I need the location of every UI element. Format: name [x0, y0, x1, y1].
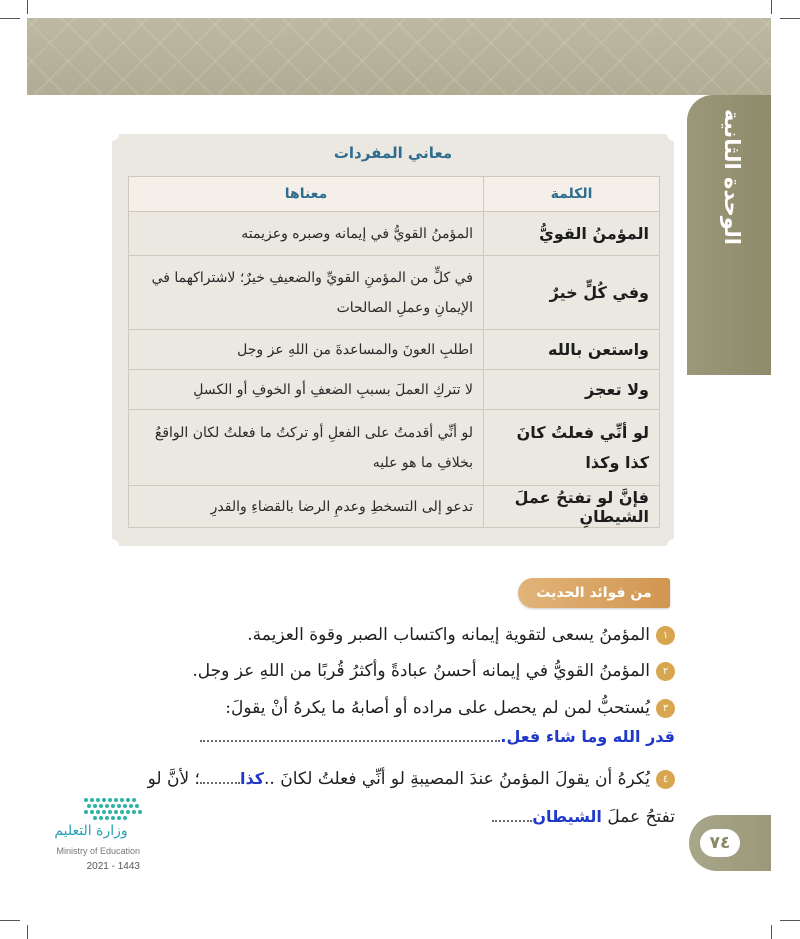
vocab-row	[129, 256, 660, 330]
col-meaning-header: معناها	[129, 177, 484, 212]
dotted-line	[200, 726, 500, 742]
col-word-header: الكلمة	[484, 177, 660, 212]
benefit-item	[192, 661, 675, 681]
dotted-line	[492, 806, 532, 822]
vocab-word: المؤمنُ القويُّ	[484, 212, 660, 256]
number-badge-icon: ٤	[656, 770, 675, 789]
handwritten-answer: كذا	[239, 769, 264, 788]
vocab-row	[129, 486, 660, 528]
number-badge-icon: ١	[656, 626, 675, 645]
vocab-word: واستعن بالله	[484, 330, 660, 370]
vocab-meaning: لو أنِّي أقدمتُ على الفعلِ أو تركتُ ما فعلتُ لكان الواقعُ بخلافِ ما هو عليه	[129, 410, 484, 486]
benefit-text: تفتحُ عملَ	[607, 807, 675, 827]
edition-year: 2021 - 1443	[86, 861, 140, 872]
benefit-text: يُكرهُ أن يقولَ المؤمنُ عندَ المصيبةِ لو أنِّي فعلتُ لكانَ ..	[264, 769, 650, 789]
vocab-header-row	[129, 177, 660, 212]
vocab-row	[129, 370, 660, 410]
handwritten-answer: الشيطان	[532, 807, 602, 826]
benefit-item	[247, 625, 675, 645]
benefit-text: المؤمنُ القويُّ في إيمانه أحسنُ عبادةً وأكثرُ قُربًا من اللهِ عز وجل.	[192, 661, 650, 681]
vocab-meaning: تدعو إلى التسخطِ وعدمِ الرضا بالقضاءِ والقدرِ	[129, 486, 484, 528]
benefit-text: يُستحبُّ لمن لم يحصل على مراده أو أصابهُ ما يكرهُ أنْ يقولَ:	[225, 698, 650, 718]
vocab-word: وفي كُلٍّ خيرٌ	[484, 256, 660, 330]
vocab-meaning: المؤمنُ القويُّ في إيمانه وصبره وعزيمته	[129, 212, 484, 256]
benefit-item-continued	[492, 806, 675, 827]
page-number: ٧٤	[700, 829, 740, 857]
benefits-title: من فوائد الحديث	[518, 578, 670, 608]
dotted-line	[200, 768, 240, 784]
ministry-name-arabic: وزارة التعليم	[54, 823, 128, 839]
vocab-row	[129, 410, 660, 486]
benefit-text: المؤمنُ يسعى لتقوية إيمانه واكتساب الصبر وقوة العزيمة.	[247, 625, 650, 645]
vocab-meaning: في كلٍّ من المؤمنِ القويِّ والضعيفِ خيرٌ؛ لاشتراكهما في الإيمانِ وعملِ الصالحات	[129, 256, 484, 330]
ministry-logo-icon	[82, 796, 148, 822]
vocab-meaning: لا تتركِ العملَ بسببِ الضعفِ أو الخوفِ أو الكسلِ	[129, 370, 484, 410]
answer-line	[200, 726, 675, 747]
unit-label: الوحدة الثانية	[720, 109, 744, 245]
vocab-meaning: اطلبِ العونَ والمساعدةَ من اللهِ عز وجل	[129, 330, 484, 370]
vocab-table	[128, 176, 660, 528]
vocab-row	[129, 330, 660, 370]
vocab-row	[129, 212, 660, 256]
vocab-word: لو أنِّي فعلتُ كانَ كذا وكذا	[484, 410, 660, 486]
benefit-item	[225, 698, 675, 718]
handwritten-answer: قدر الله وما شاء فعل.	[500, 727, 675, 746]
header-banner	[27, 18, 771, 95]
benefit-item	[148, 768, 675, 789]
benefit-text: ؛ لأنَّ لو	[147, 769, 200, 789]
vocab-word: فإنَّ لو تفتحُ عملَ الشيطانِ	[484, 486, 660, 528]
vocab-title: معاني المفردات	[333, 144, 453, 162]
vocab-word: ولا تعجز	[484, 370, 660, 410]
ministry-name-english: Ministry of Education	[56, 846, 140, 856]
number-badge-icon: ٣	[656, 699, 675, 718]
number-badge-icon: ٢	[656, 662, 675, 681]
